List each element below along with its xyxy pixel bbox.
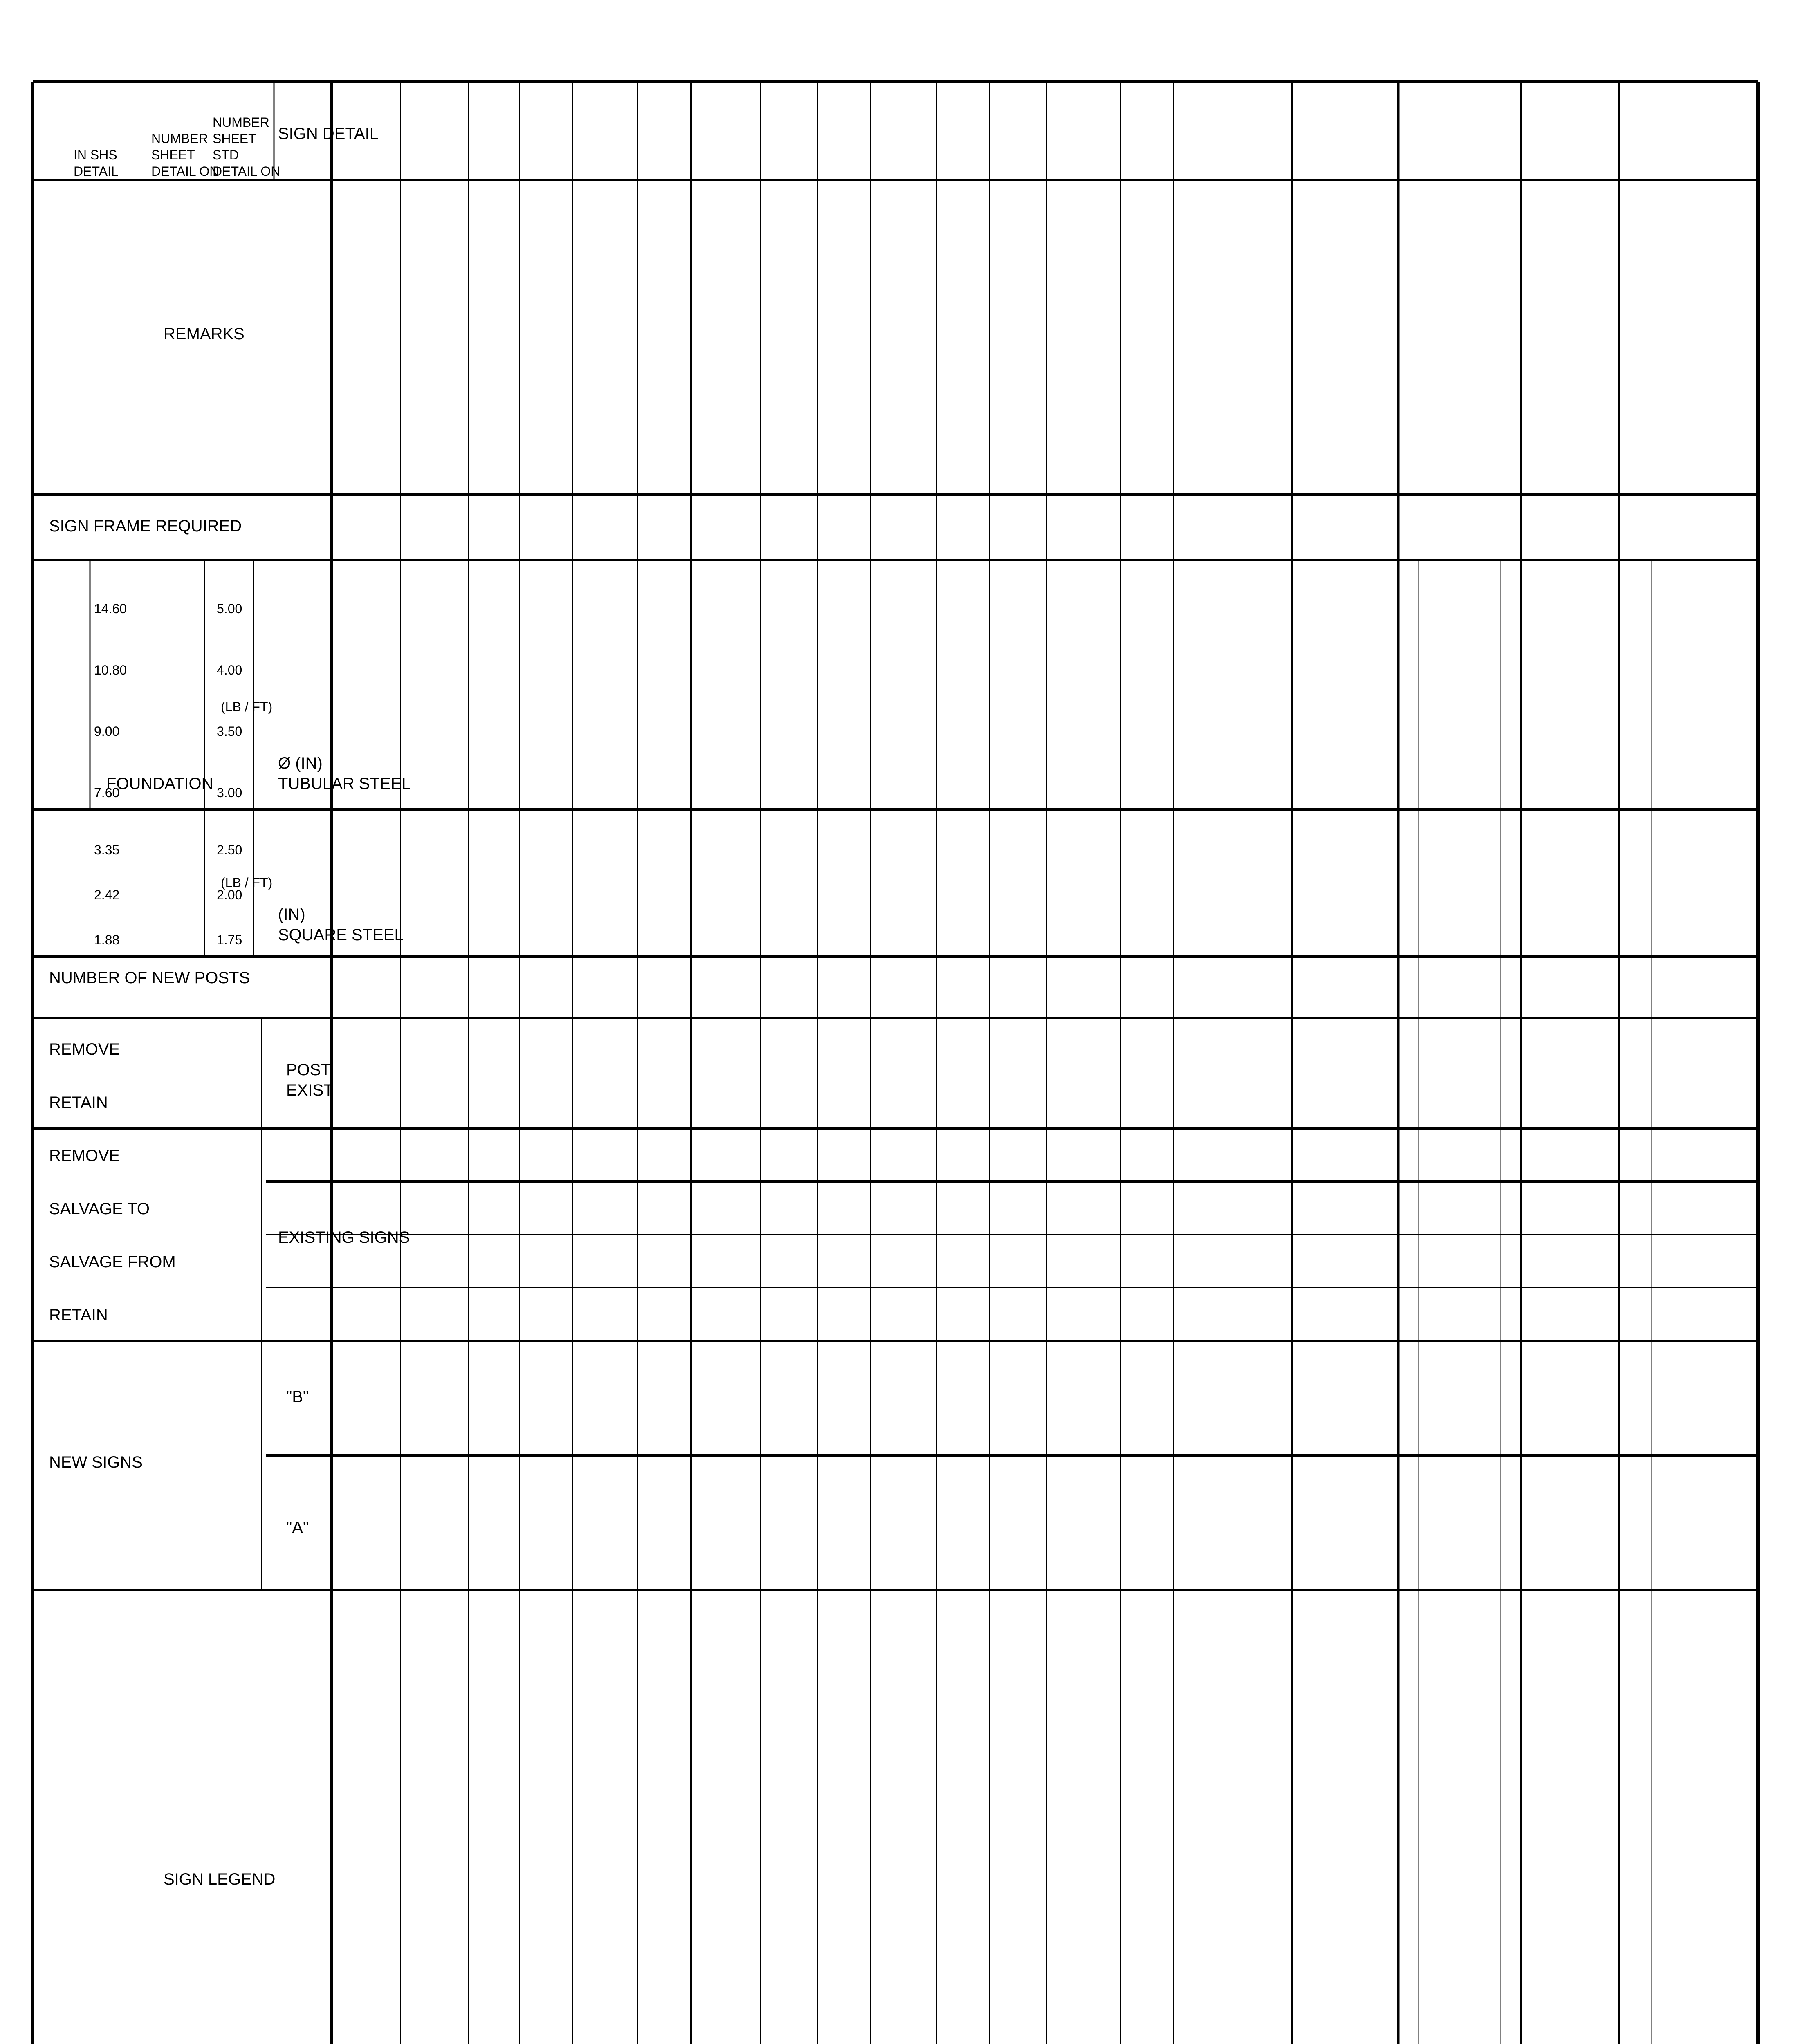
header-foundation: FOUNDATION xyxy=(106,775,213,793)
header-tubular-steel: TUBULAR STEEL xyxy=(278,775,411,793)
header-detail-sheet: DETAIL ON xyxy=(151,164,219,179)
tubular-lbft: (LB / FT) xyxy=(221,699,273,714)
header-retain: RETAIN xyxy=(49,1306,108,1324)
header-salvage-to: SALVAGE TO xyxy=(49,1200,150,1218)
tubular-size: 3.00 xyxy=(217,785,242,800)
tubular-weight: 7.60 xyxy=(94,785,120,800)
tubular-weight: 10.80 xyxy=(94,663,127,677)
tubular-size: 4.00 xyxy=(217,663,242,677)
header-detail-std: NUMBER xyxy=(213,115,269,130)
header-detail-sheet: SHEET xyxy=(151,148,195,162)
header-detail-sheet: NUMBER xyxy=(151,131,208,146)
header-number-new-posts: NUMBER OF NEW POSTS xyxy=(49,969,250,987)
header-tubular-steel: Ø (IN) xyxy=(278,754,323,772)
header-salvage-from: SALVAGE FROM xyxy=(49,1253,176,1271)
header-remarks: REMARKS xyxy=(164,325,245,343)
header-detail-shs: IN SHS xyxy=(74,148,117,162)
header-detail-std: STD xyxy=(213,148,239,162)
tubular-weight: 14.60 xyxy=(94,601,127,616)
square-weight: 1.88 xyxy=(94,932,120,947)
square-size: 1.75 xyxy=(217,932,242,947)
square-weight: 2.42 xyxy=(94,888,120,902)
tubular-weight: 9.00 xyxy=(94,724,120,739)
tubular-size: 5.00 xyxy=(217,601,242,616)
header-square-steel: SQUARE STEEL xyxy=(278,926,404,944)
header-detail-std: DETAIL ON xyxy=(213,164,280,179)
header-remove: REMOVE xyxy=(49,1147,120,1165)
header-square-steel: (IN) xyxy=(278,905,305,923)
square-weight: 3.35 xyxy=(94,843,120,857)
square-size: 2.50 xyxy=(217,843,242,857)
header-sign-legend: SIGN LEGEND xyxy=(164,1870,276,1888)
header-new-a: "A" xyxy=(286,1519,309,1537)
header-detail-std: SHEET xyxy=(213,131,256,146)
header-sign-detail: SIGN DETAIL xyxy=(278,125,379,143)
header-new-b: "B" xyxy=(286,1388,309,1406)
header-exist-post: POST xyxy=(286,1061,331,1079)
header-new-signs: NEW SIGNS xyxy=(49,1453,143,1471)
header-exist-post: EXIST xyxy=(286,1081,334,1099)
square-size: 2.00 xyxy=(217,888,242,902)
square-lbft: (LB / FT) xyxy=(221,875,273,890)
header-post-remove: REMOVE xyxy=(49,1040,120,1058)
header-existing-signs: EXISTING SIGNS xyxy=(278,1228,410,1246)
header-post-retain: RETAIN xyxy=(49,1094,108,1112)
header-sign-frame: SIGN FRAME REQUIRED xyxy=(49,517,242,535)
header-detail-shs: DETAIL xyxy=(74,164,119,179)
tubular-size: 3.50 xyxy=(217,724,242,739)
